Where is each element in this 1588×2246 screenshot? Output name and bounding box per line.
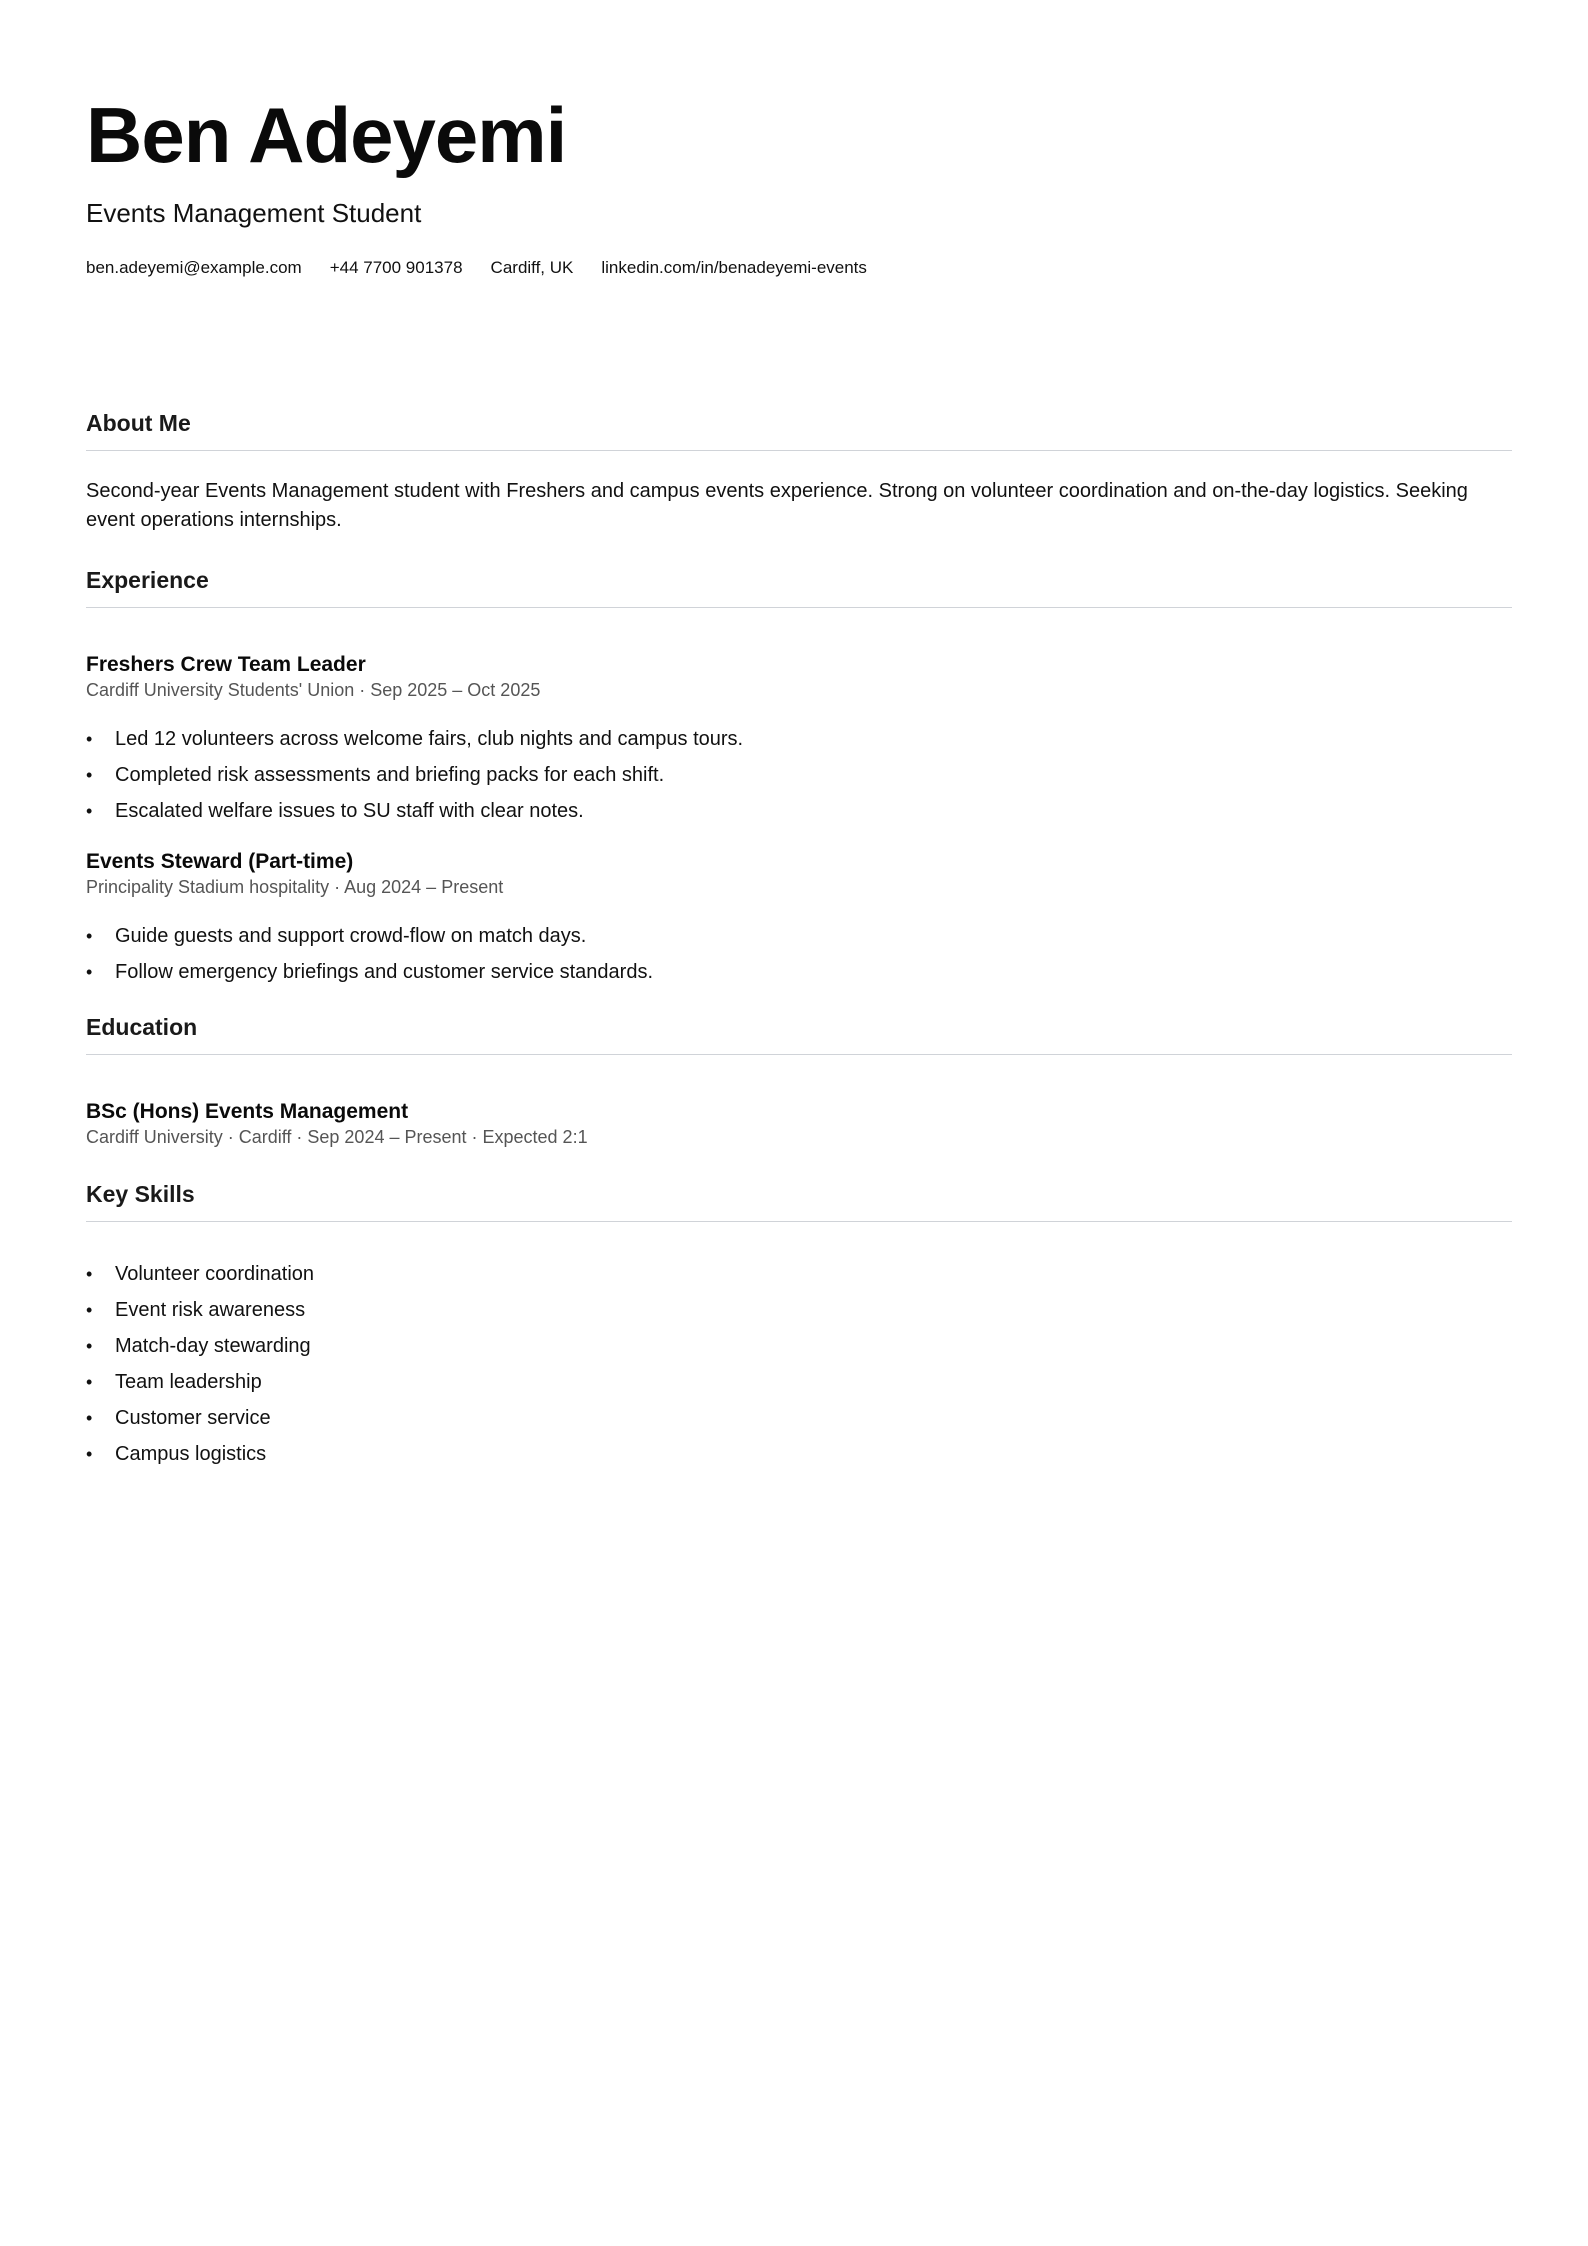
contact-phone[interactable]: +44 7700 901378	[329, 258, 463, 277]
skills-section	[86, 1181, 1512, 1222]
skill-item: • Campus logistics	[86, 1436, 314, 1472]
candidate-name: Ben Adeyemi	[86, 91, 567, 179]
job-bullet: • Led 12 volunteers across welcome fairs, club nights and campus tours.	[86, 721, 1512, 757]
section-title-experience: Experience	[86, 567, 1512, 608]
contact-bar	[86, 258, 867, 278]
skill-item: • Customer service	[86, 1400, 314, 1436]
about-summary: Second-year Events Management student with Freshers and campus events experience. Strong on volunteer coordination and on-the-day logistics. Seeking event operations internships.	[86, 479, 1468, 531]
section-title-about: About Me	[86, 410, 1512, 451]
education-section	[86, 1014, 1512, 1055]
section-title-skills: Key Skills	[86, 1181, 1512, 1222]
degree-title: BSc (Hons) Events Management	[86, 1100, 409, 1123]
job-meta: Principality Stadium hospitality · Aug 2024 – Present	[86, 877, 504, 898]
contact-email[interactable]: ben.adeyemi@example.com	[86, 258, 302, 277]
skill-item: • Match-day stewarding	[86, 1328, 314, 1364]
skills-list	[86, 1256, 314, 1472]
experience-section	[86, 567, 1512, 608]
skill-item: • Event risk awareness	[86, 1292, 314, 1328]
job-bullet: • Follow emergency briefings and customer service standards.	[86, 954, 1512, 990]
job-bullets	[86, 918, 1512, 990]
about-section	[86, 410, 1512, 535]
education-entry	[86, 1099, 1512, 1149]
job-title: Events Steward (Part-time)	[86, 850, 354, 873]
experience-entry	[86, 652, 1512, 829]
contact-location: Cardiff, UK	[490, 258, 574, 277]
section-title-education: Education	[86, 1014, 1512, 1055]
skill-item: • Team leadership	[86, 1364, 314, 1400]
job-meta: Cardiff University Students' Union · Sep 2025 – Oct 2025	[86, 680, 541, 701]
candidate-headline: Events Management Student	[86, 198, 422, 228]
job-bullets	[86, 721, 1512, 829]
job-bullet: • Guide guests and support crowd-flow on match days.	[86, 918, 1512, 954]
job-bullet: • Escalated welfare issues to SU staff with clear notes.	[86, 793, 1512, 829]
skill-item: • Volunteer coordination	[86, 1256, 314, 1292]
job-bullet: • Completed risk assessments and briefing packs for each shift.	[86, 757, 1512, 793]
degree-meta: Cardiff University · Cardiff · Sep 2024 – Present · Expected 2:1	[86, 1127, 588, 1148]
contact-linkedin[interactable]: linkedin.com/in/benadeyemi-events	[601, 258, 867, 277]
experience-entry	[86, 849, 1512, 990]
job-title: Freshers Crew Team Leader	[86, 653, 366, 676]
